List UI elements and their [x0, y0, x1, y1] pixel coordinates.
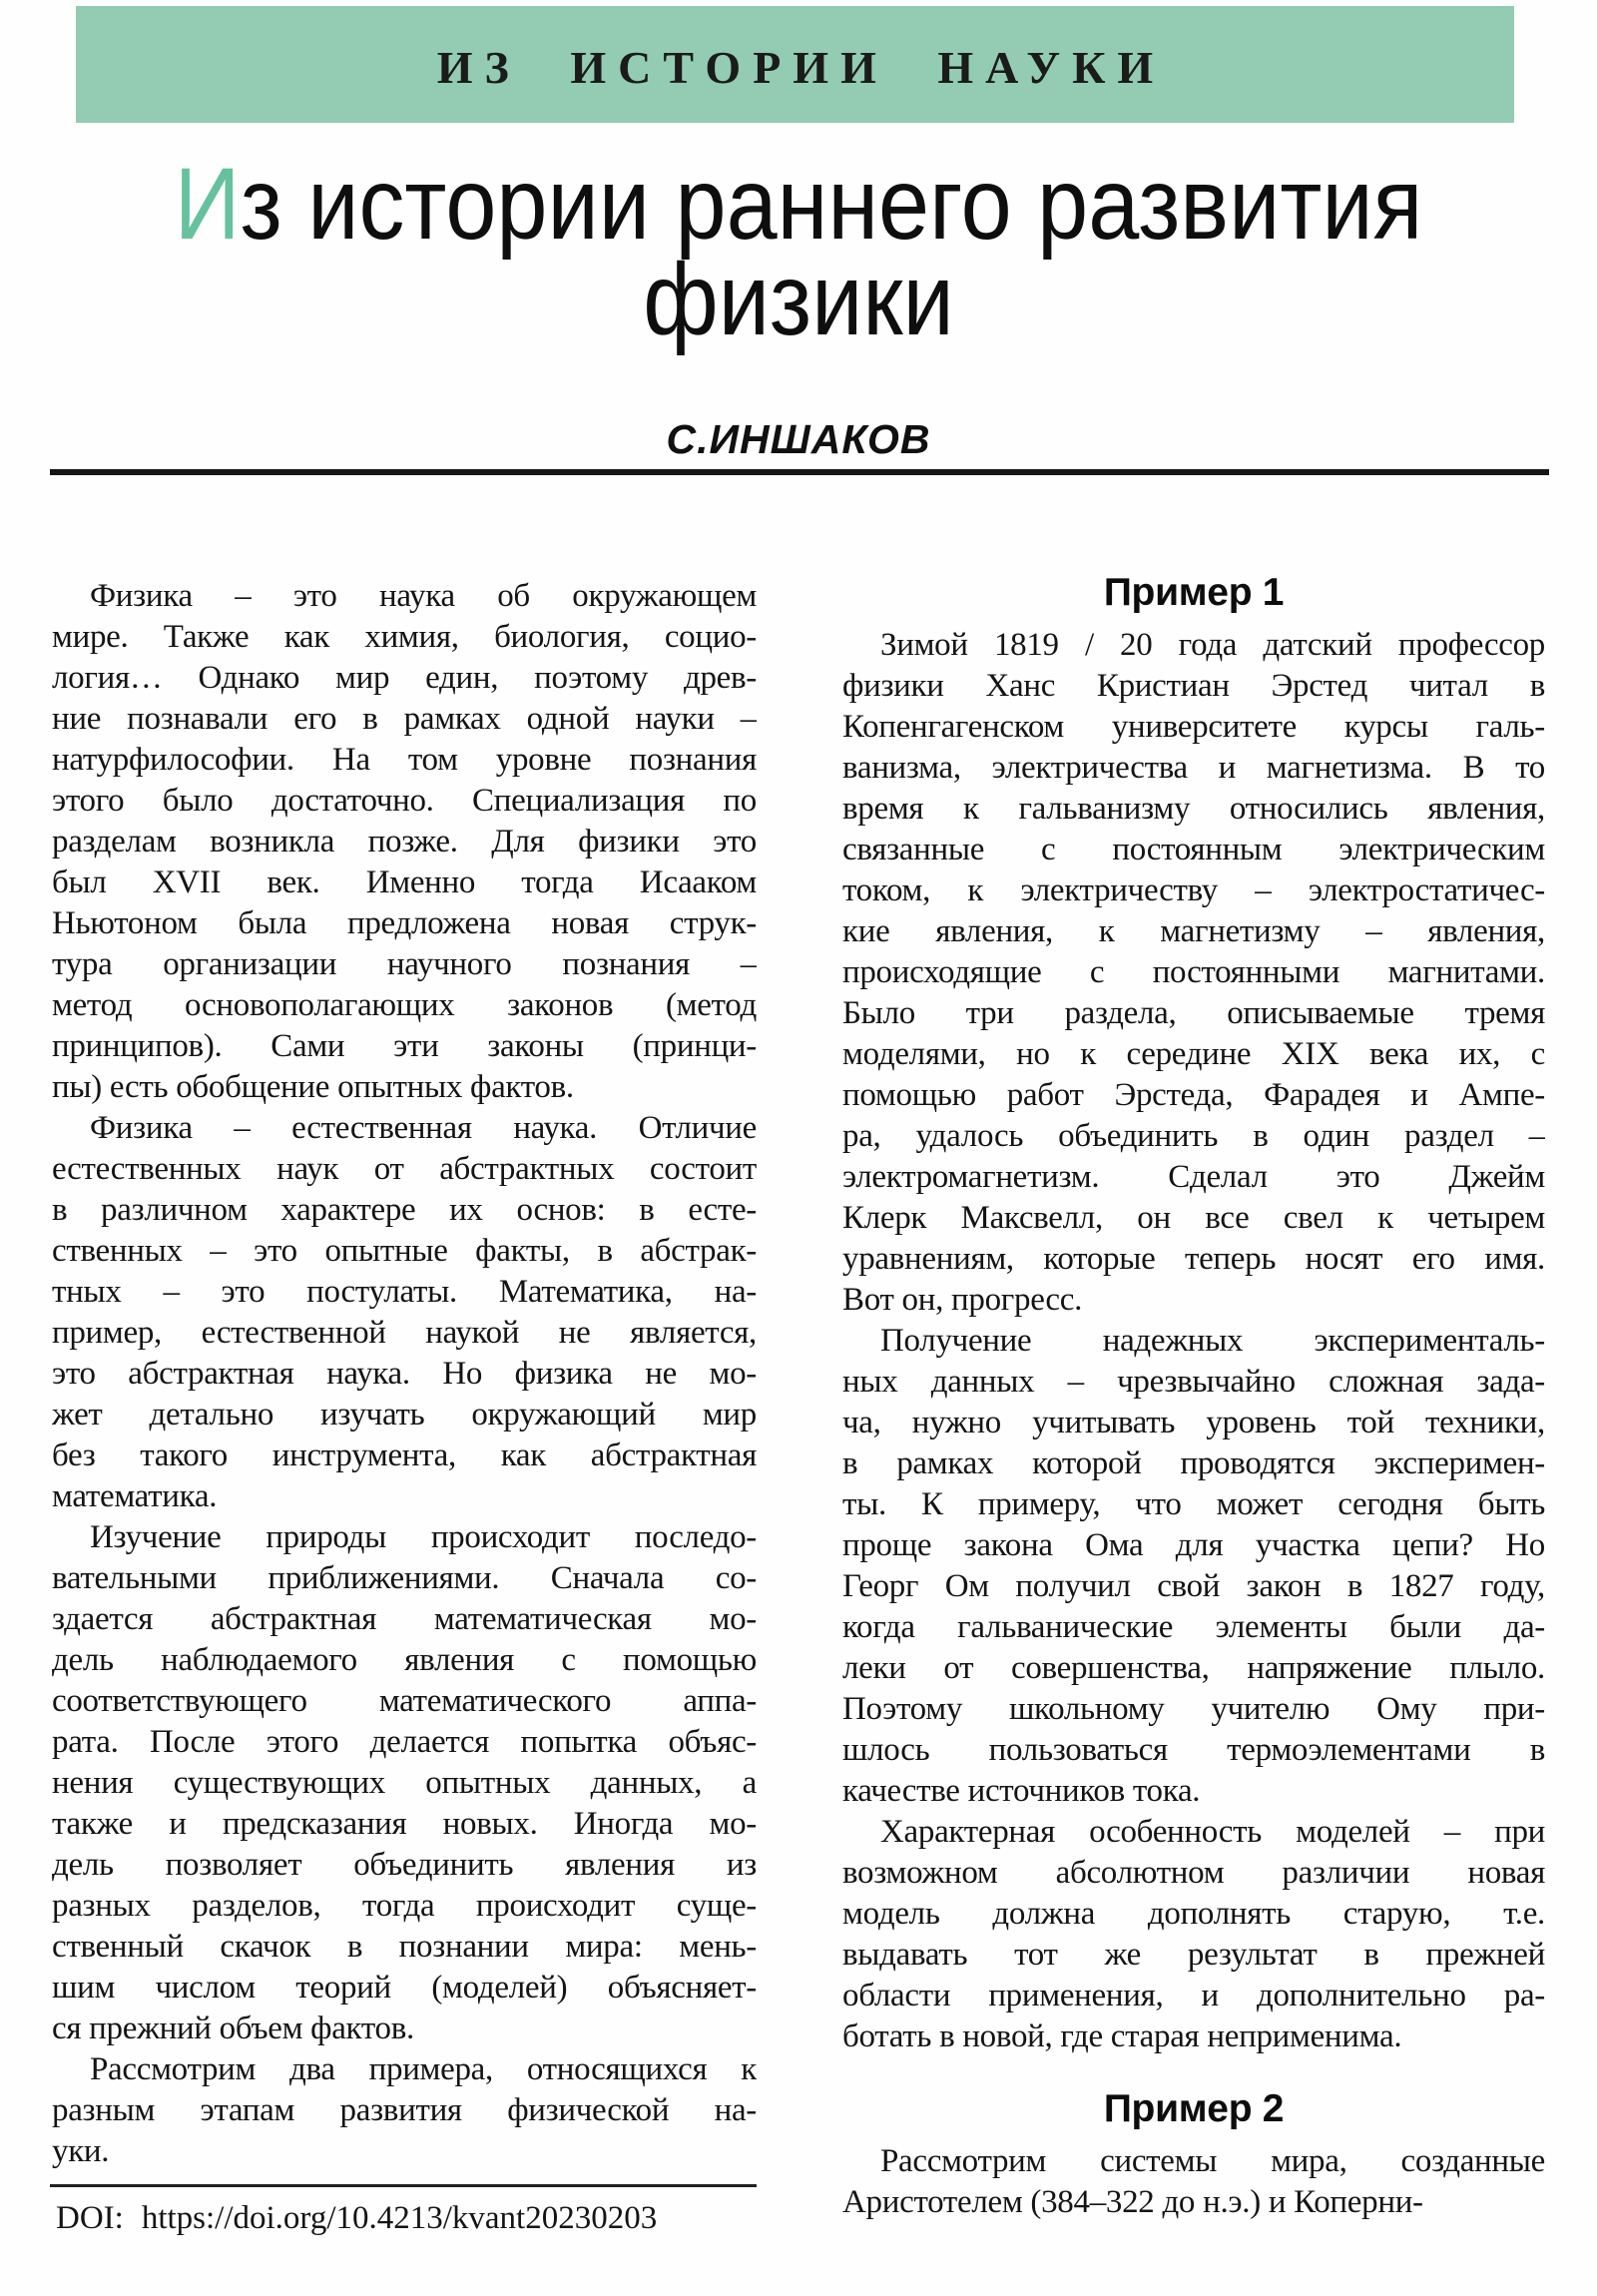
section-banner: [76, 6, 1514, 123]
text-line: Было три раздела, описываемые тремя: [842, 995, 1545, 1031]
text-line: разным этапам развития физической на-: [52, 2092, 757, 2128]
text-line: ние познавали его в рамках одной науки –: [52, 701, 757, 737]
paragraph: [52, 1108, 757, 1517]
text-line: здается абстрактная математическая мо-: [52, 1601, 757, 1637]
text-line: током, к электричеству – электростатичес-: [842, 872, 1545, 908]
text-line: ственных – это опытные факты, в абстрак-: [52, 1233, 757, 1269]
text-line: ственный скачок в познании мира: мень-: [52, 1929, 757, 1965]
text-line: моделями, но к середине XIX века их, с: [842, 1036, 1545, 1072]
text-line: Физика – это наука об окружающем: [90, 578, 757, 614]
text-line: области применения, и дополнительно ра-: [842, 1978, 1545, 2013]
doi-label: DOI:: [56, 2200, 124, 2236]
text-line: без такого инструмента, как абстрактная: [52, 1437, 757, 1473]
title-line1-rest: з истории раннего развития: [240, 147, 1423, 261]
text-line: рата. После этого делается попытка объяс-: [52, 1724, 757, 1760]
text-line: вательными приближениями. Сначала со-: [52, 1560, 757, 1596]
text-line: ра, удалось объединить в один раздел –: [842, 1118, 1545, 1154]
text-line: шим числом теорий (моделей) объясняет-: [52, 1970, 757, 2006]
text-line: в рамках которой проводятся эксперимен-: [842, 1445, 1545, 1481]
text-line: это абстрактная наука. Но физика не мо-: [52, 1356, 757, 1392]
text-line: кие явления, к магнетизму – явления,: [842, 913, 1545, 949]
doi-url: https://doi.org/10.4213/kvant20230203: [141, 2200, 658, 2236]
text-line: ботать в новой, где старая неприменима.: [842, 2018, 1402, 2054]
text-line: Физика – естественная наука. Отличие: [90, 1110, 757, 1146]
text-line: Копенгагенском университете курсы галь-: [842, 709, 1545, 745]
text-column-left: [52, 576, 757, 2172]
text-line: уравнениям, которые теперь носят его имя.: [842, 1241, 1545, 1277]
text-line: когда гальванические элементы были да-: [842, 1609, 1545, 1645]
text-line: соответствующего математического аппа-: [52, 1683, 757, 1719]
text-line: метод основополагающих законов (метод: [52, 987, 757, 1023]
text-line: нения существующих опытных данных, а: [52, 1765, 757, 1801]
author-byline: С.ИНШАКОВ: [666, 416, 931, 462]
text-line: Поэтому школьному учителю Ому при-: [842, 1691, 1545, 1727]
text-line: физики Ханс Кристиан Эрстед читал в: [842, 668, 1545, 704]
paragraph: [842, 1812, 1545, 2057]
text-line: разных разделов, тогда происходит суще-: [52, 1888, 757, 1924]
text-line: жет детально изучать окружающий мир: [52, 1397, 757, 1433]
example-heading: Пример 2: [1103, 2087, 1285, 2130]
example-heading: Пример 1: [1103, 571, 1285, 614]
text-line: ся прежний объем фактов.: [52, 2010, 414, 2046]
text-line: Изучение природы происходит последо-: [90, 1519, 757, 1555]
header-divider-rule: [50, 469, 1549, 475]
text-line: Зимой 1819 / 20 года датский профессор: [880, 627, 1545, 663]
text-line: шлось пользоваться термоэлементами в: [842, 1732, 1545, 1768]
text-line: ты. К примеру, что может сегодня быть: [842, 1486, 1545, 1522]
text-line: был XVII век. Именно тогда Исааком: [52, 864, 757, 900]
text-line: Ньютоном была предложена новая струк-: [52, 905, 757, 941]
text-line: связанные с постоянным электрическим: [842, 832, 1545, 867]
text-line: пы) есть обобщение опытных фактов.: [52, 1069, 574, 1105]
text-line: ванизма, электричества и магнетизма. В то: [842, 750, 1545, 786]
doi-line: [56, 2198, 834, 2239]
text-line: натурфилософии. На том уровне познания: [52, 742, 757, 778]
section-banner-label: ИЗ ИСТОРИИ НАУКИ: [436, 42, 1166, 93]
text-line: разделам возникла позже. Для физики это: [52, 824, 757, 860]
paragraph: [52, 2049, 757, 2172]
text-line: Получение надежных эксперименталь-: [880, 1323, 1545, 1359]
text-line: ных данных – чрезвычайно сложная зада-: [842, 1364, 1545, 1400]
text-line: также и предсказания новых. Иногда мо-: [52, 1806, 757, 1842]
paragraph: [52, 1517, 757, 2049]
text-line: помощью работ Эрстеда, Фарадея и Ампе-: [842, 1077, 1545, 1113]
text-line: математика.: [52, 1478, 218, 1514]
text-line: Характерная особенность моделей – при: [880, 1814, 1545, 1850]
text-line: дель позволяет объединить явления из: [52, 1847, 757, 1883]
text-line: Вот он, прогресс.: [842, 1282, 1083, 1318]
text-line: этого было достаточно. Специализация по: [52, 783, 757, 819]
text-line: электромагнетизм. Сделал это Джейм: [842, 1159, 1545, 1195]
text-line: логия… Однако мир един, поэтому древ-: [52, 660, 757, 696]
text-line: ча, нужно учитывать уровень той техники,: [842, 1405, 1545, 1440]
article-title: [80, 147, 1517, 356]
paragraph: [842, 1321, 1545, 1812]
text-line: тных – это постулаты. Математика, на-: [52, 1274, 757, 1310]
paragraph: [842, 625, 1545, 1321]
text-line: Рассмотрим два примера, относящихся к: [90, 2051, 757, 2087]
text-column-right: [842, 569, 1545, 2223]
text-line: время к гальванизму относились явления,: [842, 791, 1545, 827]
text-line: возможном абсолютном различии новая: [842, 1855, 1545, 1891]
text-line: в различном характере их основ: в есте-: [52, 1192, 757, 1228]
paragraph: [842, 2141, 1545, 2223]
text-line: дель наблюдаемого явления с помощью: [52, 1642, 757, 1678]
text-line: модель должна дополнять старую, т.е.: [842, 1896, 1545, 1932]
text-line: качестве источников тока.: [842, 1773, 1201, 1809]
text-line: Рассмотрим системы мира, созданные: [880, 2143, 1545, 2179]
text-line: тура организации научного познания –: [52, 946, 757, 982]
title-initial-letter: И: [174, 147, 241, 261]
text-line: выдавать тот же результат в прежней: [842, 1937, 1545, 1973]
text-line: Клерк Максвелл, он все свел к четырем: [842, 1200, 1545, 1236]
paragraph: [52, 576, 757, 1108]
text-line: уки.: [52, 2133, 110, 2169]
text-line: естественных наук от абстрактных состоит: [52, 1151, 757, 1187]
text-line: принципов). Сами эти законы (принци-: [52, 1028, 757, 1064]
text-line: пример, естественной наукой не является,: [52, 1315, 757, 1351]
text-line: происходящие с постоянными магнитами.: [842, 954, 1545, 990]
text-line: Георг Ом получил свой закон в 1827 году,: [842, 1568, 1545, 1604]
text-line: мире. Также как химия, биология, социо-: [52, 619, 757, 655]
text-line: проще закона Ома для участка цепи? Но: [842, 1527, 1545, 1563]
text-line: леки от совершенства, напряжение плыло.: [842, 1650, 1545, 1686]
footnote-divider-rule: [50, 2184, 757, 2187]
title-line2: физики: [643, 243, 954, 356]
text-line: Аристотелем (384–322 до н.э.) и Коперни-: [842, 2184, 1423, 2220]
